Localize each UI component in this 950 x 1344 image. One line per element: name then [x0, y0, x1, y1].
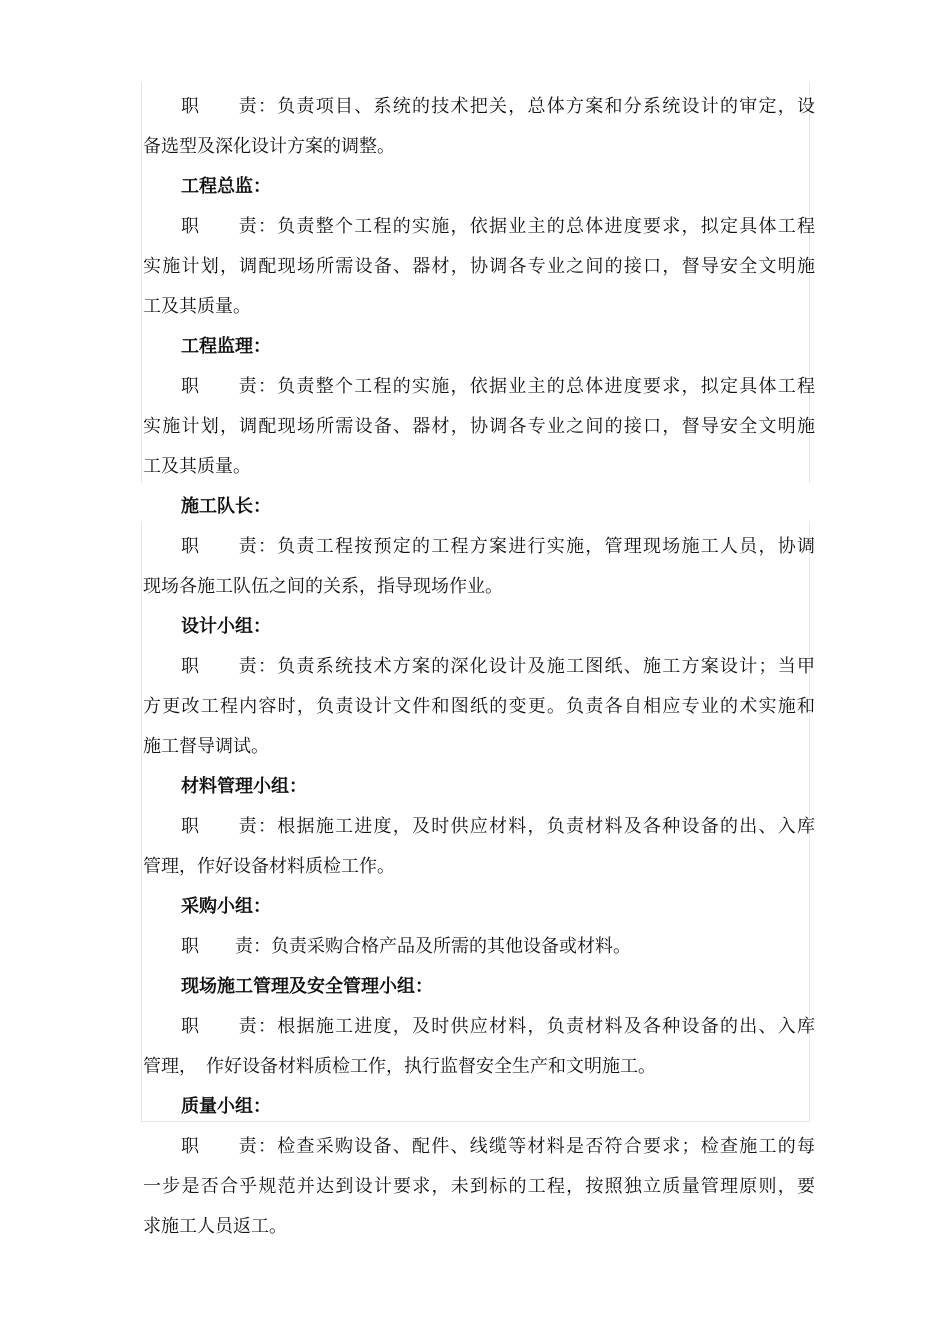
duty-label: 职 责：	[181, 376, 278, 397]
body-line: 管理， 作好设备材料质检工作，执行监督安全生产和文明施工。	[143, 1056, 656, 1077]
duty-label: 职 责：	[181, 1136, 278, 1157]
body-line: 施工督导调试。	[143, 736, 269, 757]
duty-label: 职 责：	[181, 1016, 278, 1037]
duty-label: 职 责：	[181, 216, 278, 237]
duty-line: 职 责：负责整个工程的实施，依据业主的总体进度要求，拟定具体工程	[181, 216, 815, 237]
duty-label: 职 责：	[181, 96, 278, 117]
body-line: 实施计划，调配现场所需设备、器材，协调各专业之间的接口，督导安全文明施	[143, 416, 815, 437]
duty-label: 职 责：	[181, 656, 278, 677]
body-line: 现场各施工队伍之间的关系，指导现场作业。	[143, 576, 503, 597]
body-line: 一步是否合乎规范并达到设计要求，未到标的工程，按照独立质量管理原则，要	[143, 1176, 815, 1197]
body-line: 实施计划，调配现场所需设备、器材，协调各专业之间的接口，督导安全文明施	[143, 256, 815, 277]
body-line: 工及其质量。	[143, 456, 251, 477]
duty-line: 职 责：负责项目、系统的技术把关，总体方案和分系统设计的审定，设	[181, 96, 815, 117]
body-line: 求施工人员返工。	[143, 1216, 287, 1237]
duty-label: 职 责：	[181, 816, 278, 837]
section-heading: 材料管理小组：	[181, 776, 307, 797]
section-heading: 采购小组：	[181, 896, 271, 917]
document-body	[143, 87, 815, 1247]
duty-line: 职 责：根据施工进度，及时供应材料，负责材料及各种设备的出、入库	[181, 816, 815, 837]
section-heading: 工程监理：	[181, 336, 271, 357]
duty-line: 职 责：负责工程按预定的工程方案进行实施，管理现场施工人员，协调	[181, 536, 815, 557]
body-line: 方更改工程内容时，负责设计文件和图纸的变更。负责各自相应专业的术实施和	[143, 696, 815, 717]
duty-label: 职 责：	[181, 536, 278, 557]
section-heading: 施工队长：	[181, 496, 271, 517]
section-heading: 现场施工管理及安全管理小组：	[181, 976, 433, 997]
duty-line: 职 责：根据施工进度，及时供应材料，负责材料及各种设备的出、入库	[181, 1016, 815, 1037]
body-line: 管理，作好设备材料质检工作。	[143, 856, 395, 877]
section-heading: 工程总监：	[181, 176, 271, 197]
section-heading: 设计小组：	[181, 616, 271, 637]
body-line: 备选型及深化设计方案的调整。	[143, 136, 395, 157]
duty-line: 职 责：负责系统技术方案的深化设计及施工图纸、施工方案设计；当甲	[181, 656, 815, 677]
body-line: 工及其质量。	[143, 296, 251, 317]
duty-label: 职 责：	[181, 936, 271, 957]
section-heading: 质量小组：	[181, 1096, 271, 1117]
duty-line: 职 责：检查采购设备、配件、线缆等材料是否符合要求；检查施工的每	[181, 1136, 815, 1157]
duty-line: 职 责：负责整个工程的实施，依据业主的总体进度要求，拟定具体工程	[181, 376, 815, 397]
duty-line: 职 责：负责采购合格产品及所需的其他设备或材料。	[181, 936, 631, 957]
